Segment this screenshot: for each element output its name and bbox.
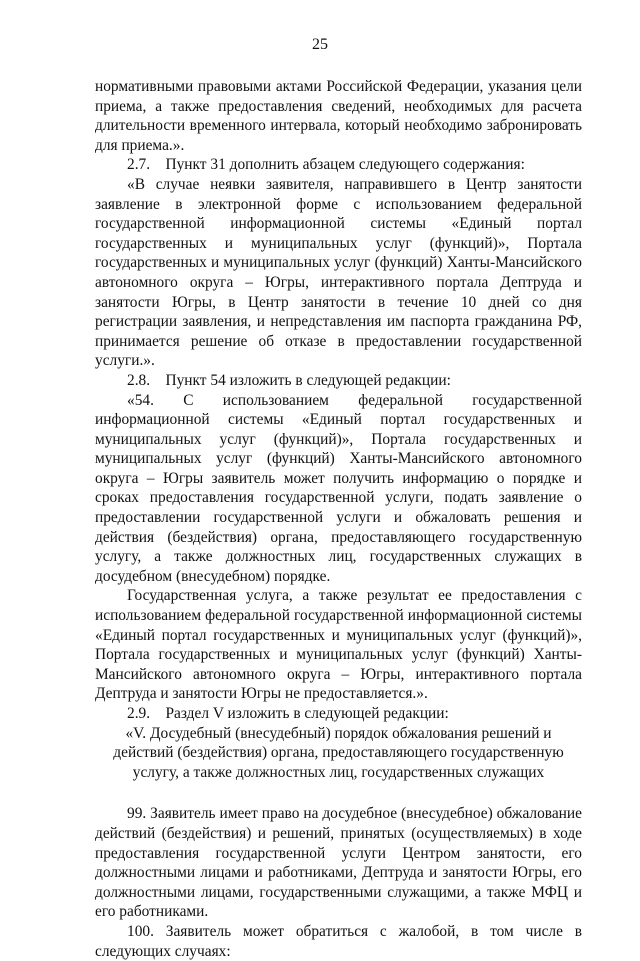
paragraph-service-result: Государственная услуга, а также результат ее предоставления с использованием федеральной государственной информационной системы «Единый портал государственных и муниципальных услуг (функций)», Портала государственных и муниципальных услуг (функций) Ханты-Мансийского автономного округа – Югры, интерактивного портала Дептруда и занятости Югры не предоставляется.». — [95, 587, 582, 703]
paragraph-item-2-8: 2.8. Пункт 54 изложить в следующей редакции: — [127, 371, 451, 389]
paragraph-continuation: нормативными правовыми актами Российской Федерации, указания цели приема, а также предоставления сведений, необходимых для расчета длительности временного интервала, который необходимо забронировать для приема.». — [95, 78, 582, 154]
paragraph-item-2-7: 2.7. Пункт 31 дополнить абзацем следующего содержания: — [127, 156, 525, 174]
section-heading-v: «V. Досудебный (внесудебный) порядок обжалования решений и действий (бездействия) органа, предоставляющего государственную услугу, а также должностных лиц, государственных служащих — [113, 724, 564, 781]
page-number: 25 — [312, 36, 328, 53]
paragraph-point-100: 100. Заявитель может обратиться с жалобой, в том числе в следующих случаях: — [95, 922, 582, 960]
document-body — [95, 77, 582, 961]
paragraph-quote-absence: «В случае неявки заявителя, направившего в Центр занятости заявление в электронной форме с использованием федеральной государственной информационной системы «Единый портал государственных и муниципальных услуг (функций)», Портала государственных и муниципальных услуг (функций) Ханты-Мансийского автономного округа – Югры, интерактивного портала Дептруда и занятости Югры, в Центр занятости в течение 10 дней со дня регистрации заявления, и непредставления им паспорта гражданина РФ, принимается решение об отказе в предоставлении государственной услуги.». — [95, 175, 582, 370]
paragraph-point-54: «54. С использованием федеральной государственной информационной системы «Единый портал государственных и муниципальных услуг (функций)», Портала государственных и муниципальных услуг (функций) Ханты-Мансийского автономного округа – Югры заявитель может получить информацию о порядке и сроках предоставления государственной услуги, подать заявление о предоставлении государственной услуги и обжаловать решения и действия (бездействия) органа, предоставляющего государственную услугу, а также должностных лиц, государственных служащих в досудебном (внесудебном) порядке. — [95, 391, 582, 585]
section-gap — [95, 782, 582, 804]
paragraph-point-99: 99. Заявитель имеет право на досудебное (внесудебное) обжалование действий (бездействия) и решений, принятых (осуществляемых) в ходе предоставления государственной услуги Центром занятости, его должностными лицами и работниками, Дептруда и занятости Югры, его должностными лицами, государственными служащими, а также МФЦ и его работниками. — [95, 805, 582, 921]
paragraph-item-2-9: 2.9. Раздел V изложить в следующей редакции: — [127, 705, 449, 722]
